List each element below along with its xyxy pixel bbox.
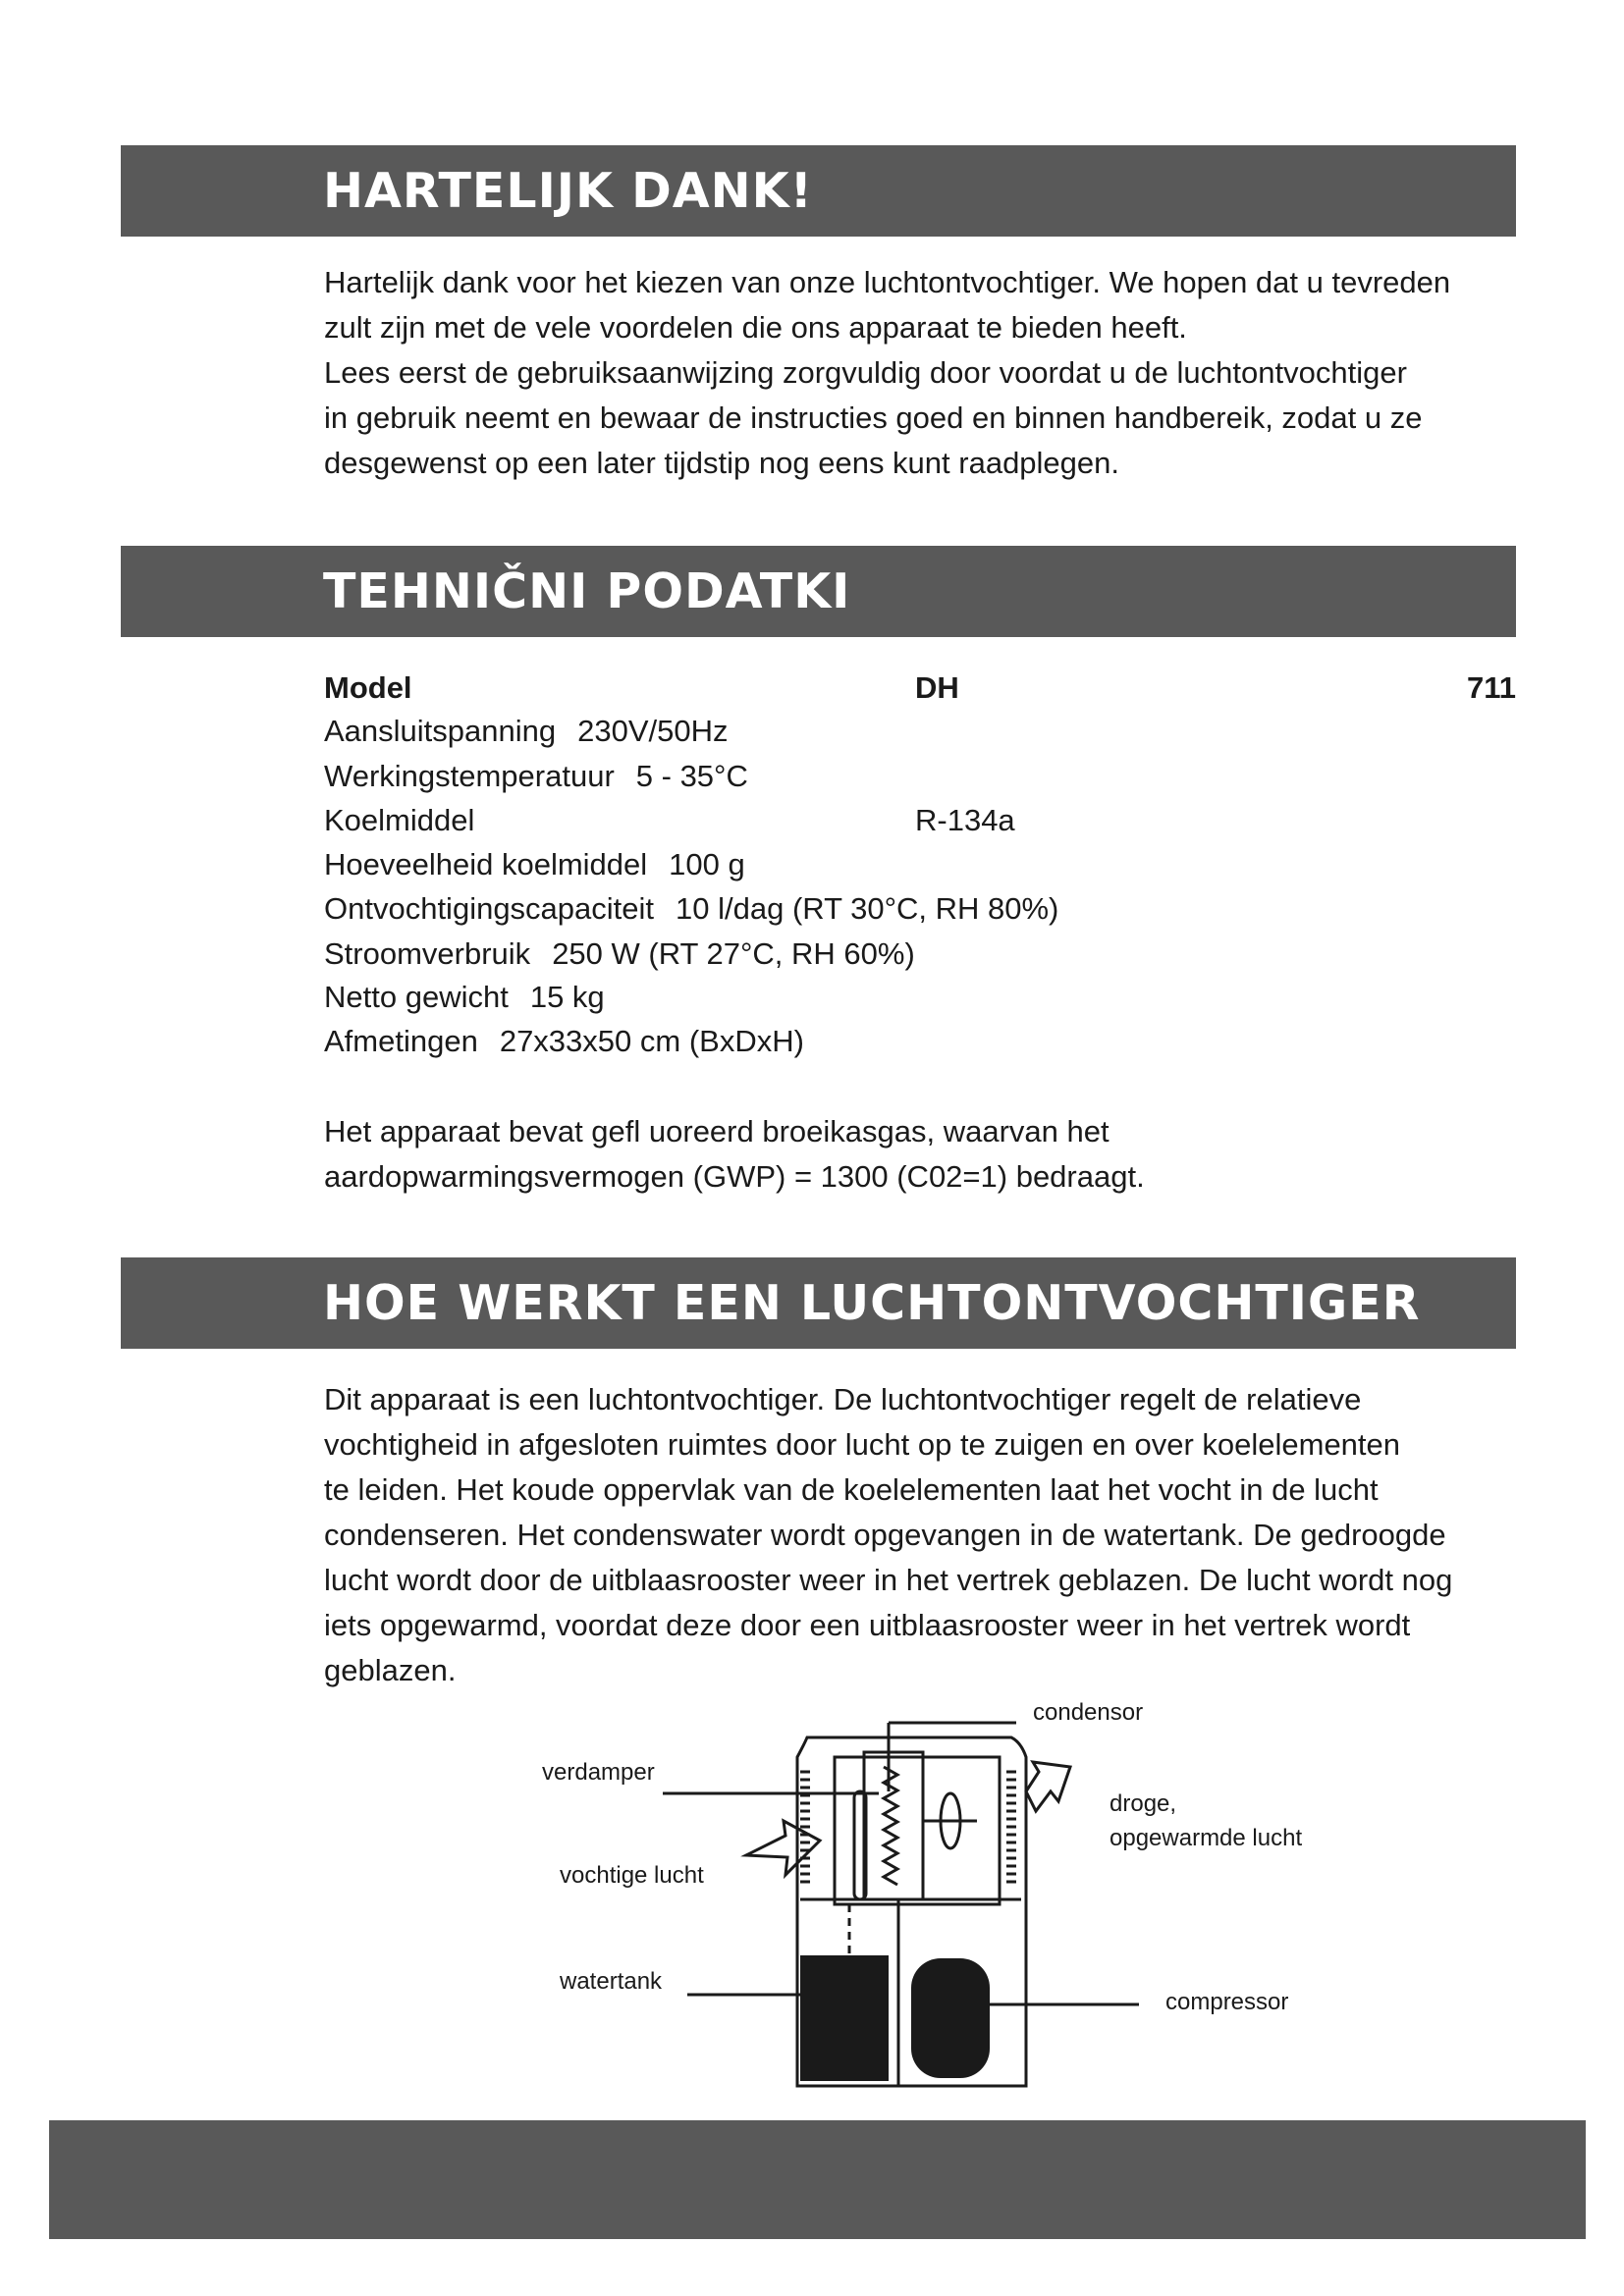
spec-label: Stroomverbruik	[324, 936, 531, 971]
section-header-tech	[121, 546, 1516, 637]
text-line: Hartelijk dank voor het kiezen van onze luchtontvochtiger. We hopen dat u tevreden	[324, 265, 1451, 299]
spec-value: 27x33x50 cm (BxDxH)	[499, 1024, 804, 1058]
section-title-tech: TEHNIČNI PODATKI	[323, 563, 851, 619]
text-line: in gebruik neemt en bewaar de instructies goed en binnen handbereik, zodat u ze	[324, 400, 1423, 435]
label-droge: droge,	[1110, 1790, 1177, 1817]
text-line: geblazen.	[324, 1653, 457, 1687]
label-watertank: watertank	[560, 1968, 663, 1995]
text-line: te leiden. Het koude oppervlak van de koelelementen laat het vocht in de lucht	[324, 1472, 1379, 1507]
text-line: iets opgewarmd, voordat deze door een uitblaasrooster weer in het vertrek wordt	[324, 1608, 1411, 1642]
text-line: Dit apparaat is een luchtontvochtiger. De luchtontvochtiger regelt de relatieve	[324, 1382, 1362, 1416]
spec-value: R-134a	[915, 803, 1015, 837]
spec-row	[324, 976, 1516, 1019]
dehumidifier-diagram	[0, 1698, 1624, 2091]
how-paragraph	[324, 1377, 1532, 1693]
spec-value: 5 - 35°C	[635, 759, 748, 793]
left-coil	[800, 1772, 810, 1882]
gas-paragraph	[324, 1109, 1532, 1200]
thanks-paragraph	[324, 260, 1532, 486]
label-compressor: compressor	[1165, 1989, 1289, 2015]
text-line: lucht wordt door de uitblaasrooster weer in het vertrek geblazen. De lucht wordt nog	[324, 1563, 1453, 1597]
label-condensor: condensor	[1033, 1699, 1144, 1726]
watertank-fill	[800, 1955, 889, 2081]
spec-label: Netto gewicht	[324, 980, 509, 1014]
spec-value: 10 l/dag (RT 30°C, RH 80%)	[676, 891, 1059, 926]
text-line: vochtigheid in afgesloten ruimtes door lucht op te zuigen en over koelelementen	[324, 1427, 1401, 1462]
spec-value: 230V/50Hz	[577, 714, 729, 748]
label-vochtige-lucht: vochtige lucht	[560, 1862, 704, 1889]
spec-row	[324, 799, 1516, 842]
text-line: Lees eerst de gebruiksaanwijzing zorgvuldig door voordat u de luchtontvochtiger	[324, 355, 1407, 390]
spec-row	[324, 1020, 1516, 1063]
spec-row	[324, 843, 1516, 886]
spec-label: Koelmiddel	[324, 803, 475, 837]
spec-row	[324, 710, 1516, 753]
footer-bar	[49, 2120, 1586, 2239]
text-line: condenseren. Het condenswater wordt opgevangen in de watertank. De gedroogde	[324, 1518, 1446, 1552]
spec-row	[324, 755, 1516, 798]
spec-value: 100 g	[669, 847, 745, 881]
spec-label: Aansluitspanning	[324, 714, 557, 748]
label-verdamper: verdamper	[542, 1759, 655, 1786]
spec-label: Ontvochtigingscapaciteit	[324, 891, 655, 926]
model-label: Model	[324, 670, 412, 705]
label-opgewarmde-lucht: opgewarmde lucht	[1110, 1825, 1303, 1851]
text-line: aardopwarmingsvermogen (GWP) = 1300 (C02=1) bedraagt.	[324, 1159, 1145, 1194]
spec-row	[324, 887, 1516, 931]
text-line: desgewenst op een later tijdstip nog eens kunt raadplegen.	[324, 446, 1120, 480]
spec-value: 250 W (RT 27°C, RH 60%)	[552, 936, 915, 971]
compressor-body	[911, 1958, 990, 2078]
right-coil	[1006, 1772, 1016, 1882]
text-line: Het apparaat bevat gefl uoreerd broeikasgas, waarvan het	[324, 1114, 1110, 1148]
spec-label: Werkingstemperatuur	[324, 759, 615, 793]
section-header-thanks	[121, 145, 1516, 237]
outlet-arrow	[1026, 1762, 1070, 1811]
spec-value: 15 kg	[529, 980, 605, 1014]
text-line: zult zijn met de vele voordelen die ons apparaat te bieden heeft.	[324, 310, 1187, 345]
model-number: 711	[1466, 670, 1516, 705]
section-title-thanks: HARTELIJK DANK!	[323, 163, 813, 219]
spec-row	[324, 933, 1516, 976]
spec-model-row	[324, 667, 1516, 710]
model-prefix: DH	[915, 670, 959, 705]
spec-label: Afmetingen	[324, 1024, 478, 1058]
spec-label: Hoeveelheid koelmiddel	[324, 847, 648, 881]
section-header-how	[121, 1257, 1516, 1349]
section-title-how: HOE WERKT EEN LUCHTONTVOCHTIGER	[323, 1275, 1421, 1331]
